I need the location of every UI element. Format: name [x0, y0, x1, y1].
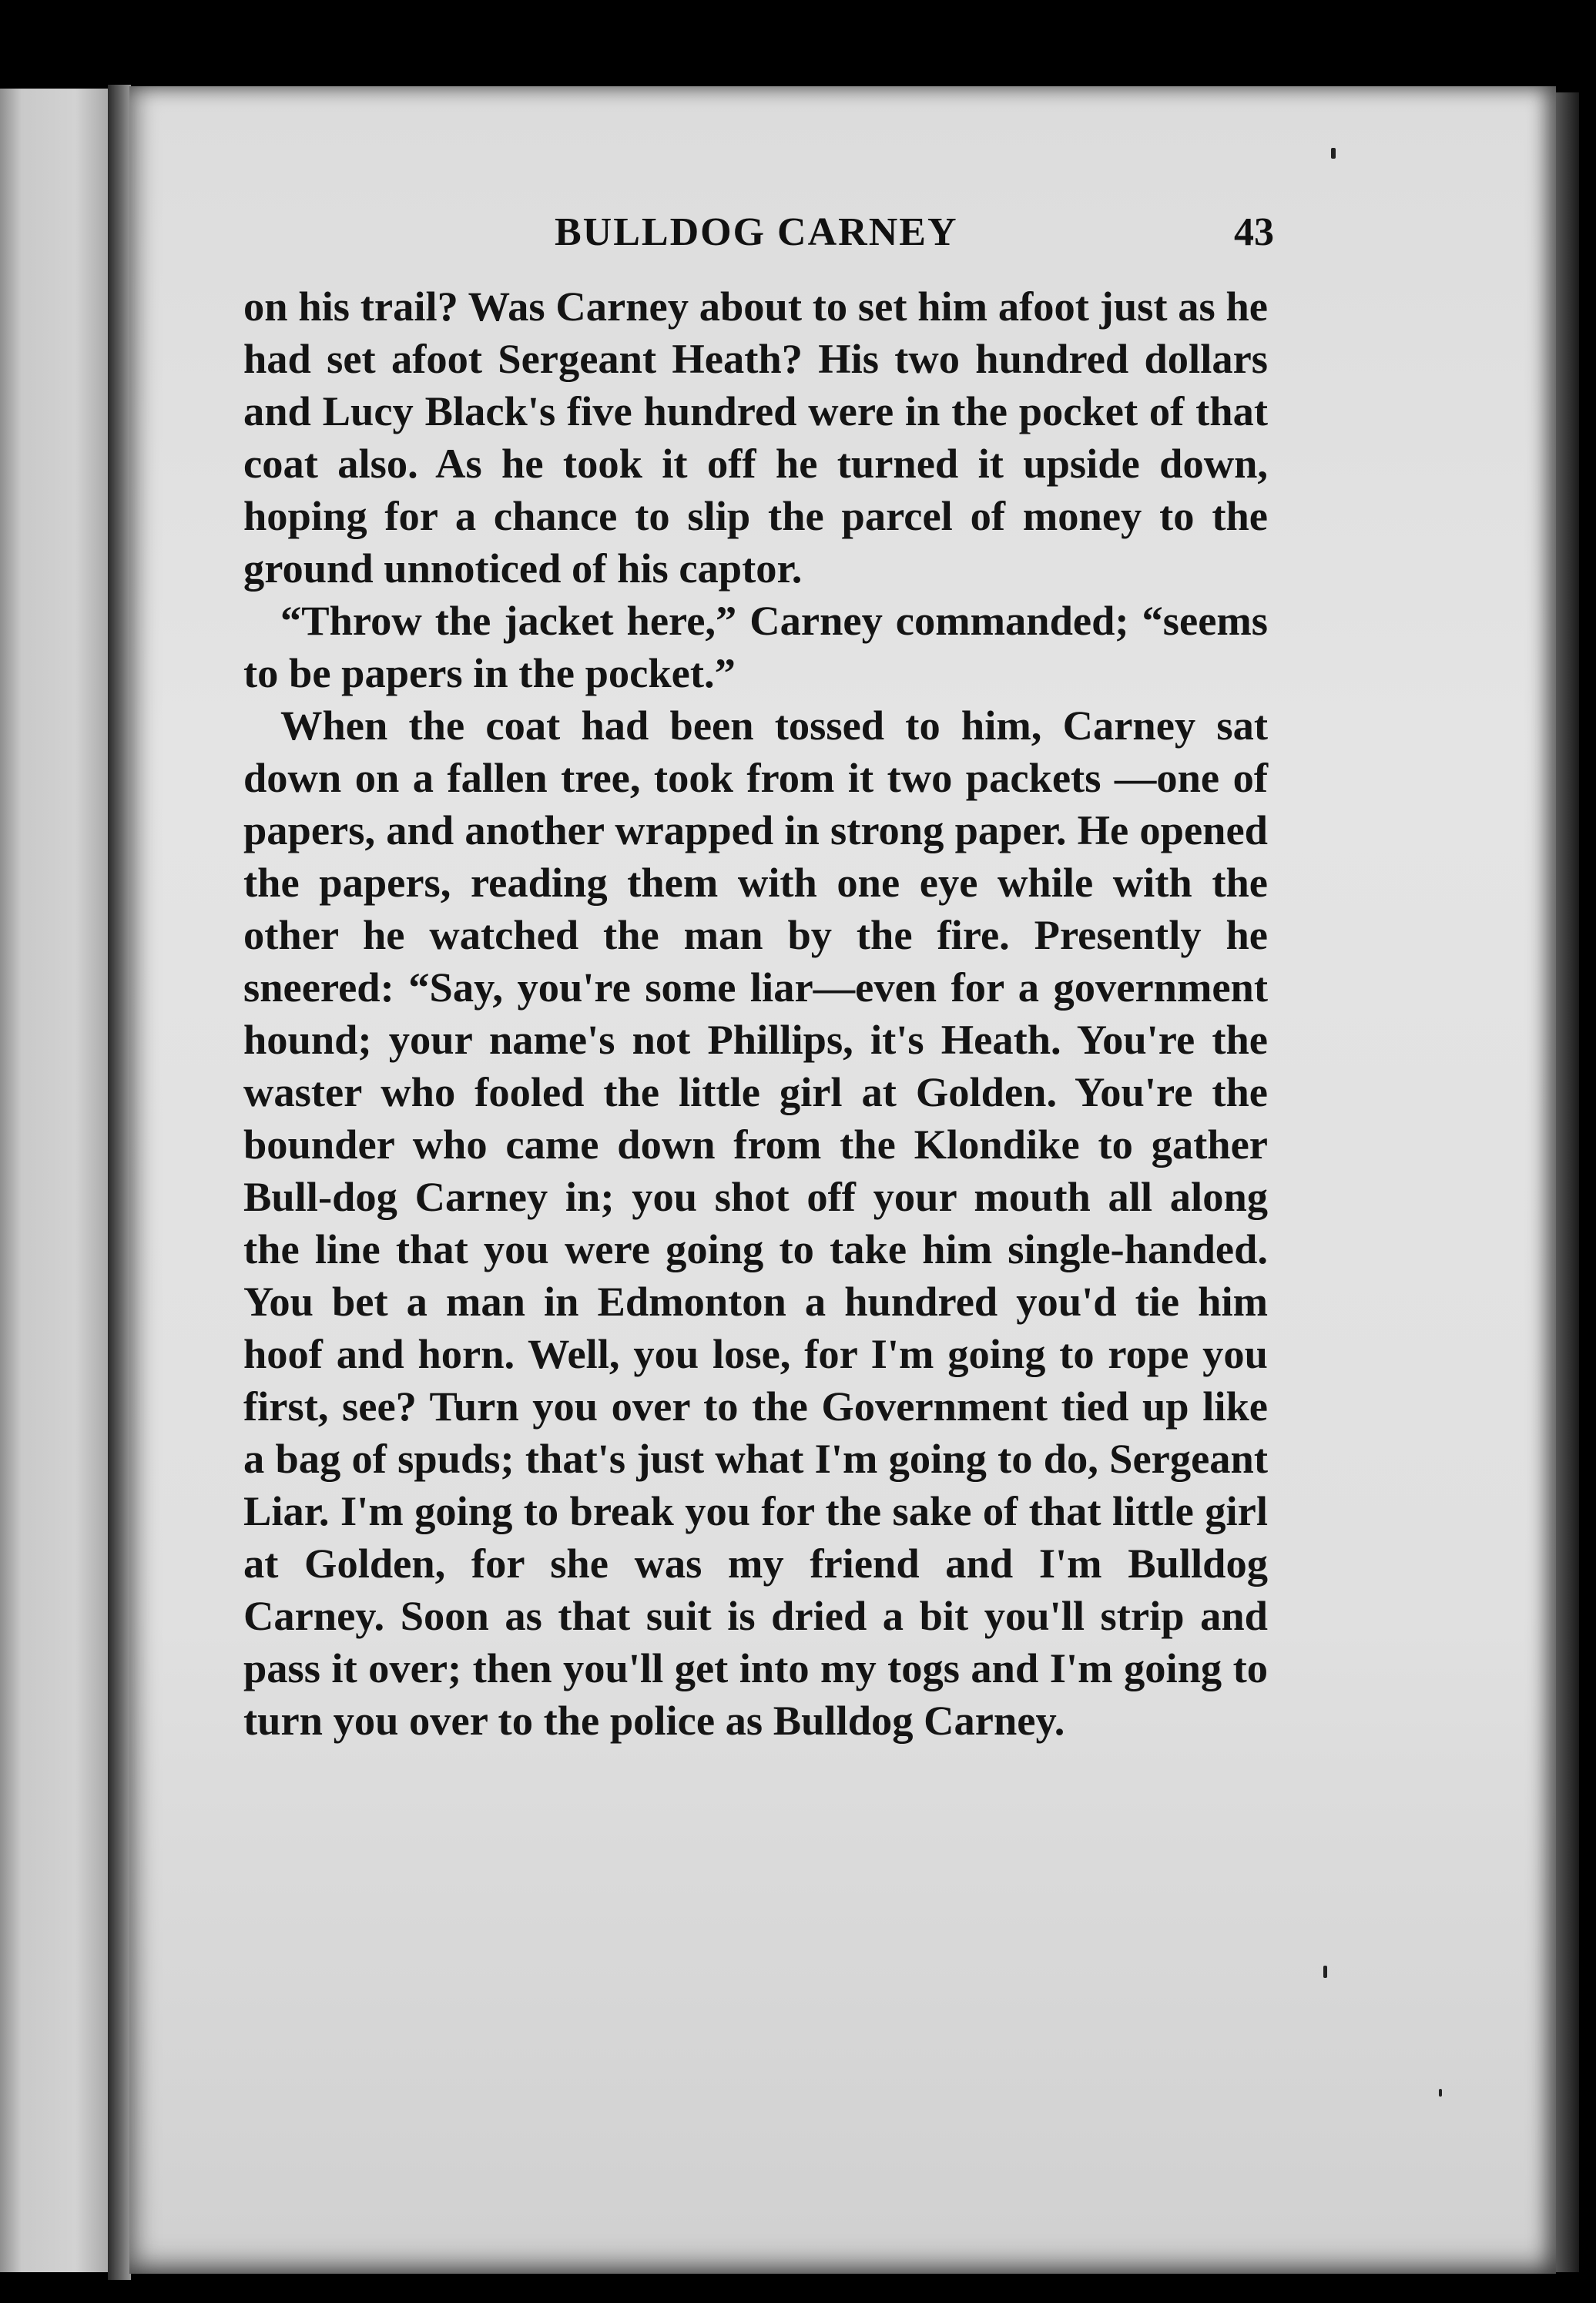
- facing-page-edge: [0, 89, 108, 2272]
- page-number: 43: [1234, 210, 1274, 254]
- scan-speck: [1439, 2089, 1442, 2097]
- book-page: [129, 86, 1556, 2274]
- paragraph-carney-speech: When the coat had been tossed to him, Carney sat down on a fallen tree, took from it two packets —one of papers, and another wrapped in strong paper. He opened the papers, reading them with one eye while with the other he watched the man by the fire. Presently he sneered: “Say, you're some liar—even for a government hound; your name's not Phillips, it's Heath. You're the waster who fooled the little girl at Golden. You're the bounder who came down from the Klondike to gather Bull-dog Carney in; you shot off your mouth all along the line that you were going to take him single-handed. You bet a man in Edmonton a hundred you'd tie him hoof and horn. Well, you lose, for I'm going to rope you first, see? Turn you over to the Government tied up like a bag of spuds; that's just what I'm going to do, Sergeant Liar. I'm going to break you for the sake of that little girl at Golden, for she was my friend and I'm Bulldog Carney. Soon as that suit is dried a bit you'll strip and pass it over; then you'll get into my togs and I'm going to turn you over to the police as Bulldog Carney.: [243, 702, 1268, 1744]
- scan-speck: [1323, 1966, 1327, 1978]
- body-text: [243, 280, 1268, 1747]
- paragraph-continued: on his trail? Was Carney about to set him afoot just as he had set afoot Sergeant Heath? His two hundred dollars and Lucy Black's five hundred were in the pocket of that coat also. As he took it off he turned it upside down, hoping for a chance to slip the parcel of money to the ground unnoticed of his captor.: [243, 283, 1268, 592]
- book-gutter: [108, 85, 131, 2280]
- paragraph-dialogue: “Throw the jacket here,” Carney commanded; “seems to be papers in the pocket.”: [243, 597, 1268, 696]
- page-right-shadow: [1556, 92, 1579, 2272]
- running-head: [129, 210, 1556, 279]
- running-title: BULLDOG CARNEY: [555, 210, 958, 254]
- scan-speck: [1331, 148, 1336, 159]
